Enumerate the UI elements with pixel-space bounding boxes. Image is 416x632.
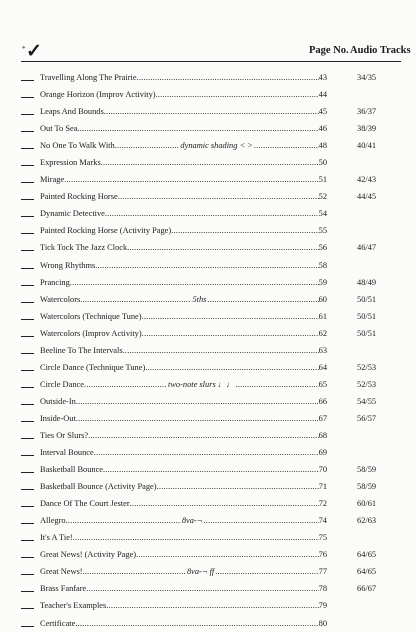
dot-leader [254, 137, 319, 154]
entry-page-number: 69 [318, 448, 327, 458]
checkbox-blank-line[interactable] [21, 131, 34, 132]
checkbox-blank-line[interactable] [21, 199, 34, 200]
entry-line [40, 137, 327, 154]
dot-leader [88, 427, 319, 444]
entry-line [40, 359, 327, 376]
entry-title: Orange Horizon (Improv Activity) [40, 90, 156, 100]
dot-leader [105, 205, 319, 222]
entry-line [40, 563, 327, 580]
dot-leader [77, 120, 318, 137]
list-item [0, 427, 416, 444]
checkmark-icon: ✓ [26, 41, 42, 62]
entry-note: two-note slurs ♩♩ [168, 379, 235, 389]
entry-title: Out To Sea [40, 124, 78, 134]
entry-line [40, 427, 327, 444]
dot-leader [123, 342, 319, 359]
checkbox-blank-line[interactable] [21, 268, 34, 269]
entry-page-number: 50 [318, 158, 327, 168]
list-item [0, 171, 416, 188]
dot-leader [76, 410, 319, 427]
dot-leader [83, 563, 186, 580]
entry-line [40, 478, 327, 495]
entry-line [40, 615, 327, 632]
entry-line [40, 461, 327, 478]
entry-line [40, 291, 327, 308]
dot-leader [136, 546, 319, 563]
checkbox-blank-line[interactable] [21, 148, 34, 149]
entry-audio-tracks: 64/65 [357, 567, 377, 577]
dot-leader [86, 580, 318, 597]
entry-title: Ties Or Slurs? [40, 430, 89, 440]
entry-line [40, 376, 327, 393]
checkbox-blank-line[interactable] [21, 591, 34, 592]
entry-title: Dance Of The Court Jester [40, 499, 130, 509]
list-item [0, 563, 416, 580]
entry-title: Circle Dance (Technique Tune) [40, 362, 146, 372]
entry-title: Watercolors (Technique Tune) [40, 311, 142, 321]
dot-leader [157, 478, 319, 495]
dot-leader [142, 308, 319, 325]
entry-note: 5ths [192, 294, 207, 304]
entry-audio-tracks: 64/65 [357, 550, 377, 560]
entry-title: Certificate [40, 618, 76, 628]
entry-page-number: 79 [318, 601, 327, 611]
list-item [0, 529, 416, 546]
entry-line [40, 529, 327, 546]
list-item [0, 342, 416, 359]
dot-leader [142, 325, 319, 342]
list-item [0, 86, 416, 103]
audio-tracks-heading: Audio Tracks [350, 45, 411, 56]
entry-page-number: 60 [318, 294, 327, 304]
list-item [0, 257, 416, 274]
entry-title: Tick Tock The Jazz Clock [40, 243, 128, 253]
entry-line [40, 580, 327, 597]
entry-title: Inside-Out [40, 413, 76, 423]
list-item [0, 137, 416, 154]
header [0, 41, 416, 62]
list-item [0, 188, 416, 205]
entry-title: Watercolors [40, 294, 81, 304]
entry-title: Expression Marks [40, 158, 101, 168]
asterisk-mark: * [22, 45, 26, 53]
entry-page-number: 72 [318, 499, 327, 509]
dot-leader [84, 376, 167, 393]
entry-line [40, 154, 327, 171]
entry-title: Great News! [40, 567, 83, 577]
checkbox-blank-line[interactable] [21, 370, 34, 371]
entry-line [40, 171, 327, 188]
entry-audio-tracks: 50/51 [357, 328, 377, 338]
entry-page-number: 62 [318, 328, 327, 338]
dot-leader [76, 393, 319, 410]
entry-line [40, 444, 327, 461]
entry-line [40, 308, 327, 325]
entry-title: Prancing [40, 277, 70, 287]
entry-audio-tracks: 46/47 [357, 243, 377, 253]
checkbox-blank-line[interactable] [21, 540, 34, 541]
list-item [0, 359, 416, 376]
checkbox-blank-line[interactable] [21, 387, 34, 388]
entry-audio-tracks: 36/37 [357, 107, 377, 117]
entry-title: Great News! (Activity Page) [40, 550, 137, 560]
entry-line [40, 205, 327, 222]
entry-line [40, 546, 327, 563]
entry-audio-tracks: 52/53 [357, 362, 377, 372]
page-number-heading: Page No. [309, 45, 349, 56]
list-item [0, 325, 416, 342]
entry-page-number: 59 [318, 277, 327, 287]
entry-line [40, 495, 327, 512]
entry-audio-tracks: 34/35 [357, 73, 377, 82]
entry-title: Travelling Along The Prairie [40, 73, 137, 82]
entry-line [40, 342, 327, 359]
checkbox-blank-line[interactable] [21, 302, 34, 303]
entry-title: Circle Dance [40, 379, 84, 389]
entry-audio-tracks: 38/39 [357, 124, 377, 134]
dot-leader [171, 222, 318, 239]
checkbox-blank-line[interactable] [21, 336, 34, 337]
entry-page-number: 68 [318, 430, 327, 440]
checkbox-blank-line[interactable] [21, 506, 34, 507]
dot-leader [70, 274, 319, 291]
entry-audio-tracks: 44/45 [357, 192, 377, 202]
entry-line [40, 393, 327, 410]
entry-line [40, 325, 327, 342]
entry-line [40, 188, 327, 205]
entry-audio-tracks: 54/55 [357, 396, 377, 406]
checkbox-blank-line[interactable] [21, 626, 34, 627]
entry-title: Wrong Rhythms [40, 260, 96, 270]
list-item [0, 546, 416, 563]
entry-page-number: 63 [318, 345, 327, 355]
checkbox-blank-line[interactable] [21, 80, 34, 81]
entry-note: 8va-¬ [181, 516, 203, 526]
entry-page-number: 70 [318, 465, 327, 475]
entry-page-number: 44 [318, 90, 327, 100]
entry-title: Allegro [40, 516, 66, 526]
checkbox-blank-line[interactable] [21, 97, 34, 98]
list-item [0, 103, 416, 120]
entry-audio-tracks: 60/61 [357, 499, 377, 509]
dot-leader [101, 154, 319, 171]
entry-line [40, 512, 327, 529]
dot-leader [215, 563, 318, 580]
list-item [0, 222, 416, 239]
entry-title: Beeline To The Intervals [40, 345, 123, 355]
entry-page-number: 58 [318, 260, 327, 270]
dot-leader [80, 291, 191, 308]
checkbox-blank-line[interactable] [21, 250, 34, 251]
dot-leader [95, 257, 318, 274]
entry-page-number: 77 [318, 567, 327, 577]
entry-line [40, 410, 327, 427]
entry-line [40, 274, 327, 291]
list-item [0, 615, 416, 632]
dot-leader [127, 239, 318, 256]
list-item [0, 597, 416, 614]
entry-audio-tracks: 42/43 [357, 175, 377, 185]
entry-title: Watercolors (Improv Activity) [40, 328, 142, 338]
list-item [0, 308, 416, 325]
dot-leader [236, 376, 319, 393]
entry-audio-tracks: 52/53 [357, 379, 377, 389]
entry-line [40, 239, 327, 256]
checkbox-blank-line[interactable] [21, 114, 34, 115]
entry-audio-tracks: 62/63 [357, 516, 377, 526]
dot-leader [66, 512, 181, 529]
list-item [0, 239, 416, 256]
entry-title: Basketball Bounce [40, 465, 104, 475]
dot-leader [130, 495, 319, 512]
entry-page-number: 54 [318, 209, 327, 219]
entry-page-number: 65 [318, 379, 327, 389]
entry-page-number: 71 [318, 482, 327, 492]
list-item [0, 376, 416, 393]
checkbox-blank-line[interactable] [21, 216, 34, 217]
entry-page-number: 64 [318, 362, 327, 372]
dot-leader [203, 512, 318, 529]
dot-leader [104, 103, 319, 120]
dot-leader [207, 291, 318, 308]
entry-page-number: 56 [318, 243, 327, 253]
entry-page-number: 51 [318, 175, 327, 185]
entry-title: Leaps And Bounds [40, 107, 104, 117]
entry-audio-tracks: 48/49 [357, 277, 377, 287]
header-rule [21, 61, 401, 62]
entry-page-number: 45 [318, 107, 327, 117]
entry-page-number: 43 [318, 73, 327, 82]
entry-title: Painted Rocking Horse (Activity Page) [40, 226, 172, 236]
checkbox-blank-line[interactable] [21, 182, 34, 183]
entry-audio-tracks: 50/51 [357, 311, 377, 321]
list-item [0, 69, 416, 86]
entry-audio-tracks: 58/59 [357, 465, 377, 475]
list-item [0, 444, 416, 461]
entry-page-number: 75 [318, 533, 327, 543]
checkbox-blank-line[interactable] [21, 608, 34, 609]
entry-page-number: 67 [318, 413, 327, 423]
list-item [0, 120, 416, 137]
list-item [0, 205, 416, 222]
entry-title: Mirage [40, 175, 65, 185]
dot-leader [64, 171, 318, 188]
entry-audio-tracks: 56/57 [357, 413, 377, 423]
checkbox-blank-line[interactable] [21, 574, 34, 575]
entry-page-number: 74 [318, 516, 327, 526]
entry-note: 8va-¬ ff [186, 567, 215, 577]
entry-page-number: 80 [318, 618, 327, 628]
entry-title: Brass Fanfare [40, 584, 87, 594]
entry-line [40, 103, 327, 120]
entry-audio-tracks: 58/59 [357, 482, 377, 492]
entry-line [40, 69, 327, 86]
entry-line [40, 120, 327, 137]
entry-line [40, 222, 327, 239]
checkbox-blank-line[interactable] [21, 404, 34, 405]
contents-list [0, 69, 416, 632]
checkbox-blank-line[interactable] [21, 165, 34, 166]
checkbox-blank-line[interactable] [21, 557, 34, 558]
checkbox-blank-line[interactable] [21, 523, 34, 524]
checkbox-blank-line[interactable] [21, 285, 34, 286]
entry-title: Interval Bounce [40, 448, 94, 458]
entry-audio-tracks: 50/51 [357, 294, 377, 304]
entry-audio-tracks: 40/41 [357, 141, 377, 151]
entry-page-number: 78 [318, 584, 327, 594]
dot-leader [75, 615, 318, 632]
entry-title: Basketball Bounce (Activity Page) [40, 482, 157, 492]
entry-page-number: 52 [318, 192, 327, 202]
list-item [0, 274, 416, 291]
entry-note: dynamic shading < > [180, 141, 253, 151]
list-item [0, 154, 416, 171]
entry-line [40, 257, 327, 274]
entry-page-number: 66 [318, 396, 327, 406]
list-item [0, 495, 416, 512]
list-item [0, 393, 416, 410]
list-item [0, 580, 416, 597]
dot-leader [73, 529, 319, 546]
checkbox-blank-line[interactable] [21, 489, 34, 490]
dot-leader [137, 69, 319, 86]
checkbox-blank-line[interactable] [21, 319, 34, 320]
entry-title: Teacher's Examples [40, 601, 107, 611]
dot-leader [94, 444, 319, 461]
list-item [0, 512, 416, 529]
entry-page-number: 55 [318, 226, 327, 236]
checkbox-blank-line[interactable] [21, 438, 34, 439]
list-item [0, 410, 416, 427]
list-item [0, 478, 416, 495]
entry-page-number: 76 [318, 550, 327, 560]
entry-title: Painted Rocking Horse [40, 192, 118, 202]
entry-line [40, 597, 327, 614]
checkbox-blank-line[interactable] [21, 472, 34, 473]
checkbox-blank-line[interactable] [21, 233, 34, 234]
list-item [0, 461, 416, 478]
entry-title: Outside-In [40, 396, 76, 406]
entry-page-number: 46 [318, 124, 327, 134]
dot-leader [106, 597, 318, 614]
entry-page-number: 61 [318, 311, 327, 321]
checkbox-blank-line[interactable] [21, 421, 34, 422]
checkbox-blank-line[interactable] [21, 455, 34, 456]
dot-leader [118, 188, 319, 205]
entry-title: No One To Walk With [40, 141, 115, 151]
entry-audio-tracks: 66/67 [357, 584, 377, 594]
checkbox-blank-line[interactable] [21, 353, 34, 354]
entry-page-number: 48 [318, 141, 327, 151]
dot-leader [115, 137, 180, 154]
entry-title: Dynamic Detective [40, 209, 105, 219]
list-item [0, 291, 416, 308]
entry-line [40, 86, 327, 103]
entry-title: It's A Tie! [40, 533, 73, 543]
dot-leader [103, 461, 319, 478]
dot-leader [156, 86, 319, 103]
dot-leader [145, 359, 318, 376]
